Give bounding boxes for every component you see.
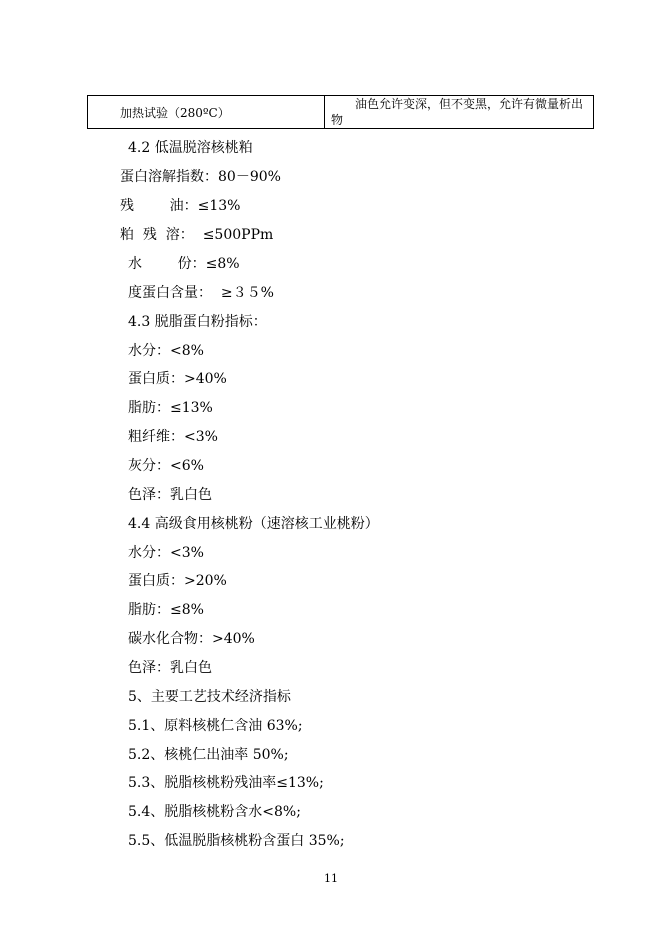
section-heading-4-2: 4.2 低温脱溶核桃粕: [128, 140, 253, 156]
text-line: 残 油：≤13%: [120, 198, 241, 214]
text-line: 5.3、脱脂核桃粉残油率≤13%;: [128, 775, 324, 791]
text-line: 灰分：<6%: [128, 458, 204, 474]
text-line: 脂肪：≤13%: [128, 400, 213, 416]
text-line: 5.2、核桃仁出油率 50%;: [128, 747, 289, 763]
text-line: 度蛋白含量： ≥３５%: [128, 285, 274, 301]
heating-test-table: [87, 95, 594, 129]
text-line: 粕 残 溶： ≤500PPm: [120, 227, 274, 243]
section-heading-4-4: 4.4 高级食用核桃粉（速溶核工业桃粉）: [128, 516, 379, 532]
text-line: 蛋白溶解指数：80－90%: [120, 169, 281, 185]
text-line: 脂肪：≤8%: [128, 602, 204, 618]
text-line: 色泽：乳白色: [128, 487, 212, 503]
section-heading-4-3: 4.3 脱脂蛋白粉指标：: [128, 314, 267, 330]
text-line: 色泽：乳白色: [128, 660, 212, 676]
text-line: 粗纤维：<3%: [128, 429, 218, 445]
table-cell-test-name: 加热试验（280ºC）: [88, 96, 325, 128]
table-cell-requirement: 油色允许变深，但不变黑，允许有微量析出物: [331, 97, 584, 127]
text-line: 5.5、低温脱脂核桃粉含蛋白 35%;: [128, 833, 345, 849]
text-line: 5.4、脱脂核桃粉含水<8%;: [128, 804, 301, 820]
page-number: 11: [324, 872, 338, 885]
text-line: 碳水化合物：>40%: [128, 631, 255, 647]
text-line: 5.1、原料核桃仁含油 63%;: [128, 718, 303, 734]
text-line: 水分：<3%: [128, 545, 204, 561]
text-line: 水 份：≤8%: [128, 256, 240, 272]
section-heading-5: 5、主要工艺技术经济指标: [128, 689, 291, 705]
text-line: 水分：<8%: [128, 343, 204, 359]
text-line: 蛋白质：>20%: [128, 573, 227, 589]
text-line: 蛋白质：>40%: [128, 371, 227, 387]
